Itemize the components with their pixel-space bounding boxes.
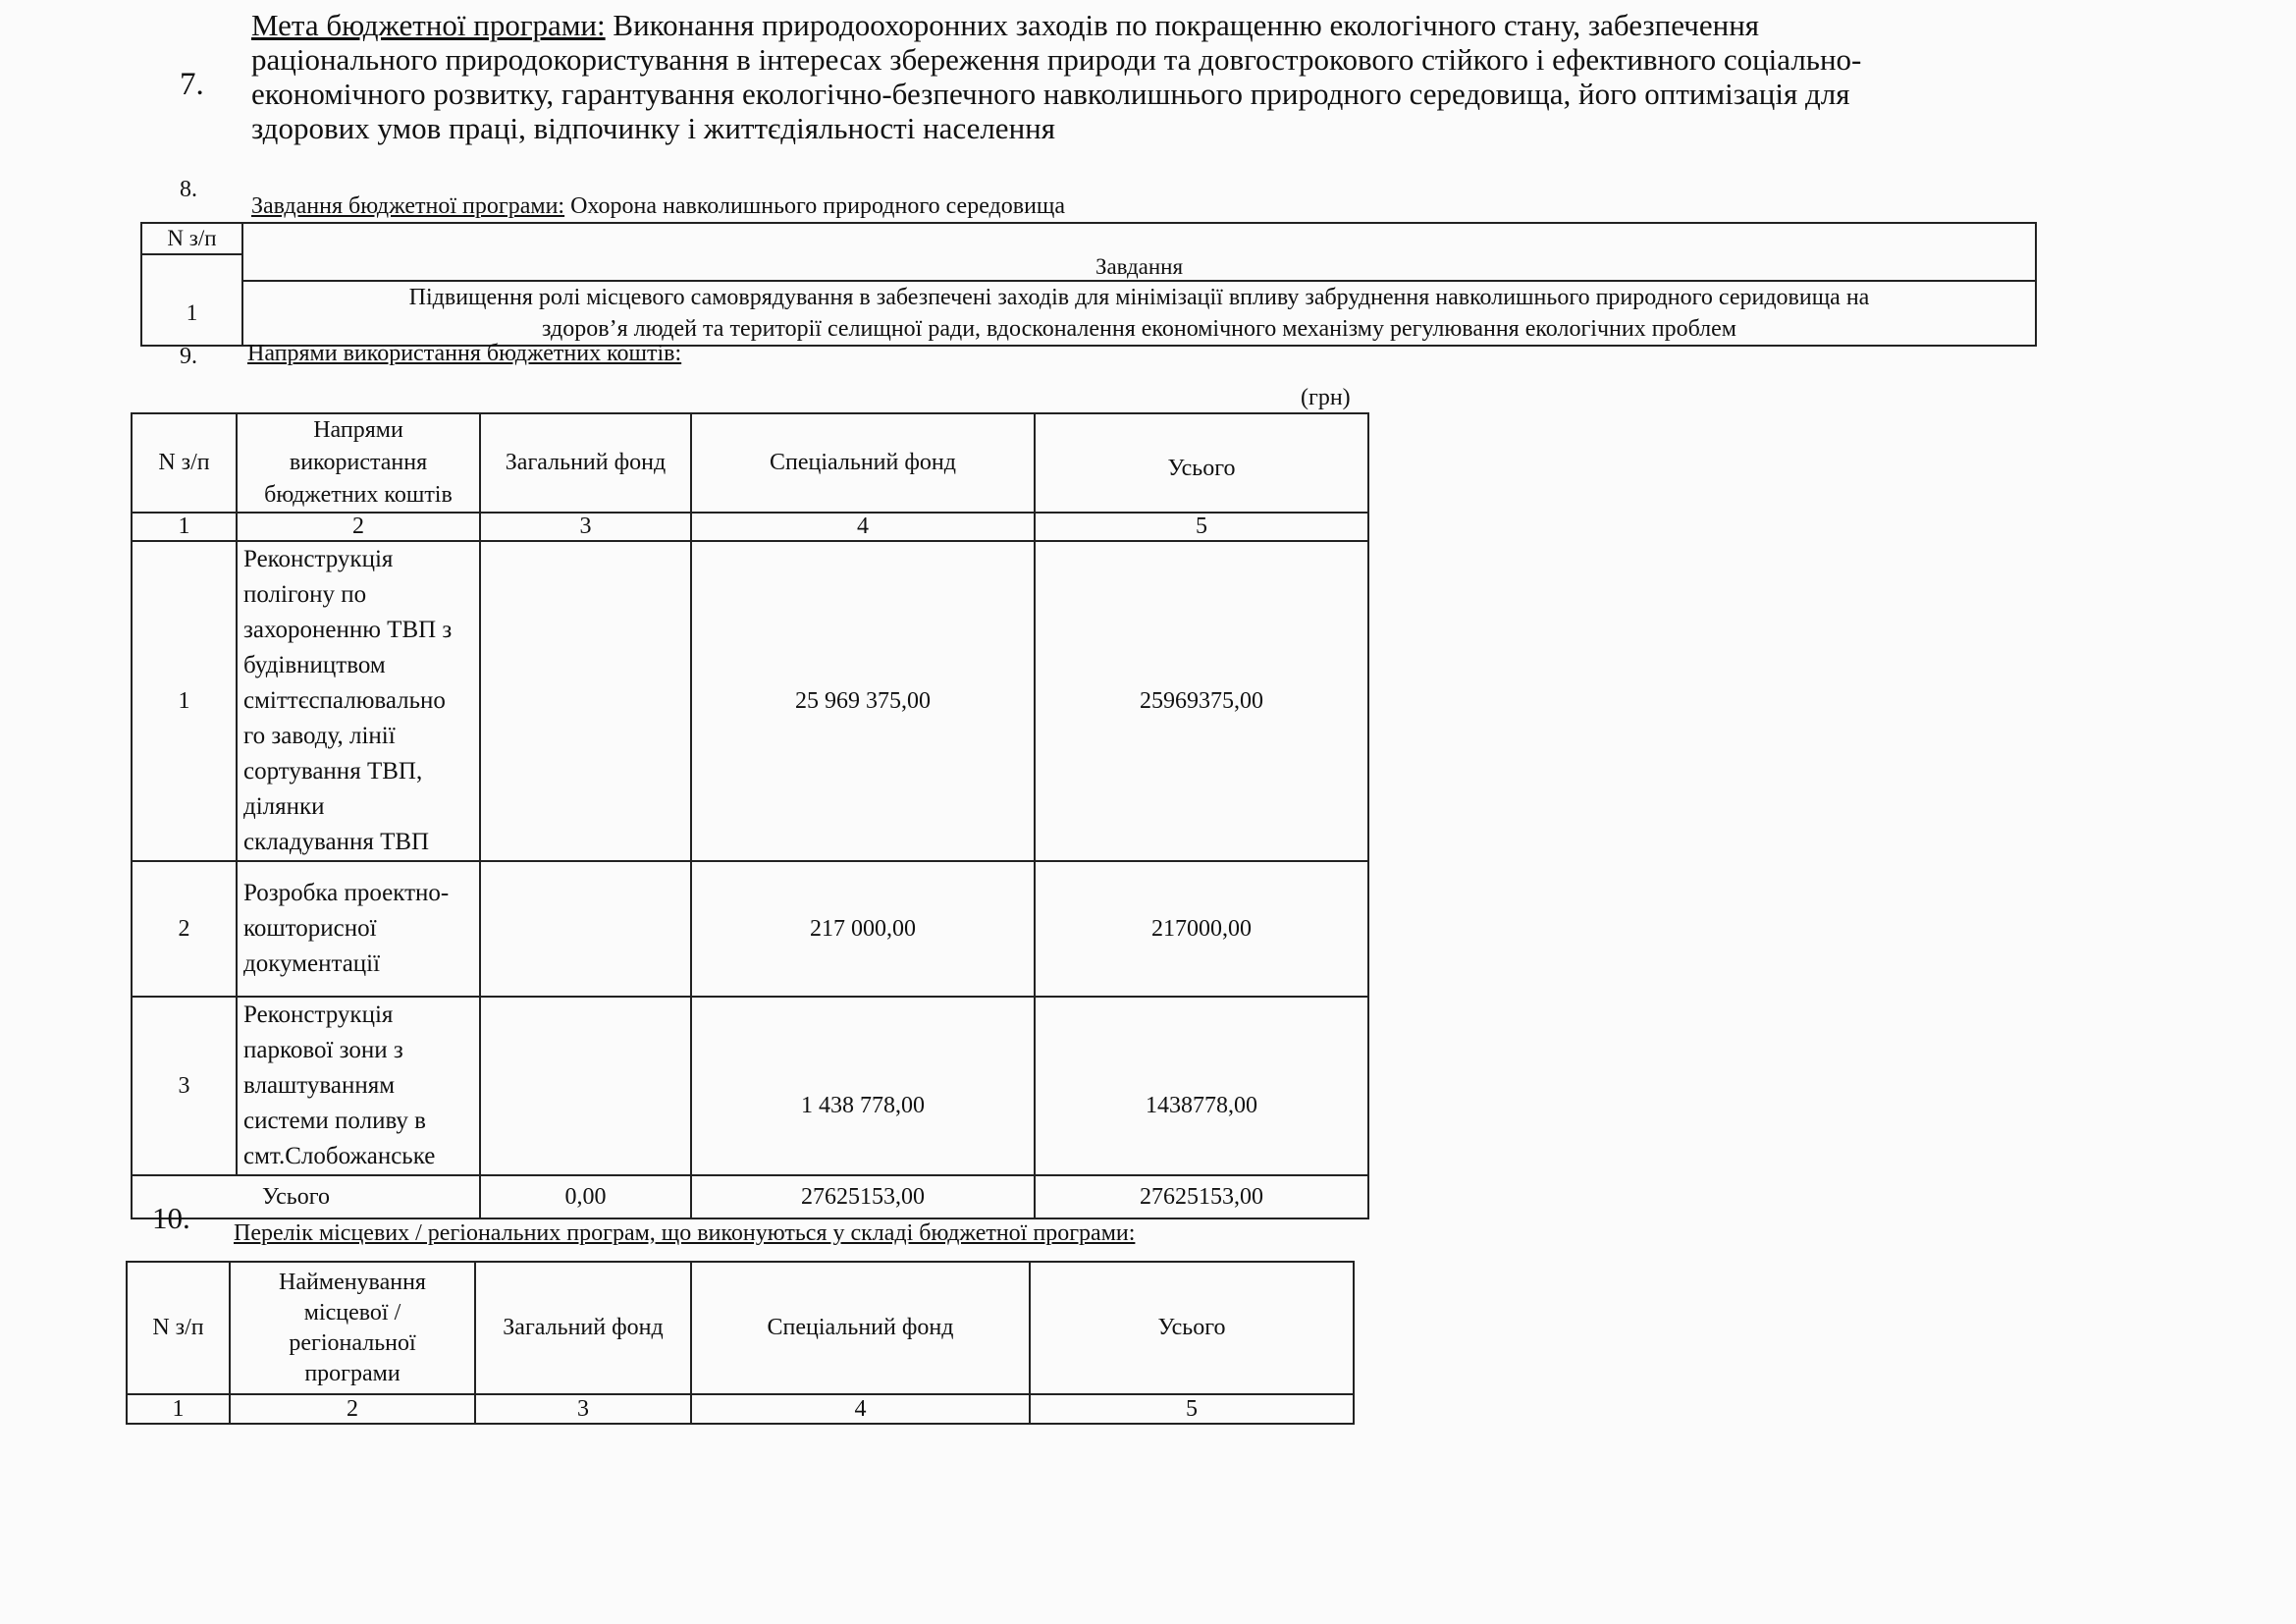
dir-row-num: 1	[132, 541, 237, 861]
dir-header-num: N з/п	[132, 413, 237, 513]
dir-totals-label: Усього	[132, 1175, 480, 1218]
prog-index-4: 4	[691, 1394, 1030, 1424]
dir-header-total: Усього	[1035, 413, 1368, 513]
dir-row-direction	[237, 541, 480, 861]
dir-row-2-line: кошторисної	[243, 915, 377, 942]
task-label: Завдання бюджетної програми:	[251, 193, 565, 219]
dir-index-1: 1	[132, 513, 237, 541]
dir-header-direction-l2: використання	[289, 450, 428, 475]
dir-row-total: 217000,00	[1035, 861, 1368, 997]
prog-header-name-l3: регіональної	[289, 1329, 416, 1356]
directions-label: Напрями використання бюджетних коштів:	[247, 341, 682, 366]
dir-totals-total: 27625153,00	[1035, 1175, 1368, 1218]
dir-row-1-line: сортування ТВП,	[243, 758, 423, 785]
task-row-num: 1	[141, 281, 242, 346]
dir-row-1-line: сміттєспалювально	[243, 687, 446, 714]
dir-row-num: 2	[132, 861, 237, 997]
dir-row-1-line: ділянки	[243, 793, 325, 820]
prog-index-1: 1	[127, 1394, 230, 1424]
dir-index-4: 4	[691, 513, 1035, 541]
dir-row-1-line: Реконструкція	[243, 546, 394, 572]
programs-table	[126, 1261, 1355, 1425]
dir-index-5: 5	[1035, 513, 1368, 541]
dir-header-special: Спеціальний фонд	[691, 413, 1035, 513]
table-row	[132, 861, 1368, 997]
dir-row-direction	[237, 861, 480, 997]
goal-line-2: раціонального природокористування в інтересах збереження природи та довгострокового стійкого і ефективного соціально-	[251, 42, 1862, 77]
dir-row-3-line: смт.Слобожанське	[243, 1143, 436, 1169]
dir-row-3-line: Реконструкція	[243, 1001, 394, 1028]
dir-row-num: 3	[132, 997, 237, 1175]
dir-row-direction	[237, 997, 480, 1175]
section-7-number: 7.	[180, 67, 204, 102]
dir-row-special: 25 969 375,00	[691, 541, 1035, 861]
dir-header-direction-l1: Напрями	[313, 417, 403, 443]
directions-table	[131, 412, 1369, 1219]
goal-line-4: здорових умов праці, відпочинку і життєдіяльності населення	[251, 111, 1056, 145]
programs-label: Перелік місцевих / регіональних програм, що виконуються у складі бюджетної програми:	[234, 1220, 1136, 1246]
table-totals-row	[132, 1175, 1368, 1218]
prog-header-special: Спеціальний фонд	[691, 1262, 1030, 1394]
task-col-task-header: Завдання	[242, 254, 2036, 281]
dir-row-1-line: захороненню ТВП з	[243, 617, 453, 643]
dir-row-general	[480, 997, 691, 1175]
dir-row-3-line: паркової зони з	[243, 1037, 403, 1063]
prog-header-name-l2: місцевої /	[303, 1299, 401, 1326]
table-index-row	[127, 1394, 1354, 1424]
budget-program-task	[251, 193, 1065, 220]
prog-header-name	[230, 1262, 475, 1394]
task-col-num-header: N з/п	[141, 223, 242, 254]
task-row-line-1: Підвищення ролі місцевого самоврядування в забезпечені заходів для мінімізації впливу забруднення навколишнього природного серидовища на	[408, 285, 1870, 310]
task-col-task-header-blank	[242, 223, 2036, 254]
dir-header-direction-l3: бюджетних коштів	[264, 482, 453, 508]
task-row-num-cell	[141, 254, 242, 281]
task-table	[140, 222, 2037, 347]
dir-row-3-line: влаштуванням	[243, 1072, 396, 1099]
section-8-number: 8.	[180, 177, 197, 202]
dir-index-3: 3	[480, 513, 691, 541]
task-row-text	[242, 281, 2036, 346]
dir-row-total: 1438778,00	[1035, 997, 1368, 1175]
dir-row-special: 1 438 778,00	[691, 997, 1035, 1175]
table-index-row	[132, 513, 1368, 541]
prog-header-total: Усього	[1030, 1262, 1354, 1394]
dir-row-general	[480, 541, 691, 861]
goal-line-3: економічного розвитку, гарантування екологічно-безпечного навколишнього природного середовища, його оптимізація для	[251, 77, 1850, 111]
section-9-number: 9.	[180, 344, 197, 369]
dir-row-special: 217 000,00	[691, 861, 1035, 997]
prog-header-num: N з/п	[127, 1262, 230, 1394]
table-header-row	[127, 1262, 1354, 1394]
prog-index-5: 5	[1030, 1394, 1354, 1424]
task-row-line-2: здоров’я людей та території селищної ради, вдосконалення економічного механізму регулювання екологічних проблем	[542, 316, 1736, 342]
dir-row-1-line: полігону по	[243, 581, 367, 608]
budget-program-goal	[251, 8, 2273, 145]
dir-totals-special: 27625153,00	[691, 1175, 1035, 1218]
dir-header-general: Загальний фонд	[480, 413, 691, 513]
table-row	[141, 281, 2036, 346]
dir-row-2-line: документації	[243, 950, 381, 977]
prog-header-general: Загальний фонд	[475, 1262, 691, 1394]
dir-index-2: 2	[237, 513, 480, 541]
table-row	[132, 541, 1368, 861]
unit-label: (грн)	[1301, 385, 1351, 410]
dir-row-1-line: го заводу, лінії	[243, 723, 396, 749]
task-value: Охорона навколишнього природного середовища	[564, 193, 1066, 219]
table-header-row	[132, 413, 1368, 513]
dir-row-2-line: Розробка проектно-	[243, 880, 450, 906]
goal-line-1: Виконання природоохоронних заходів по покращенню екологічного стану, забезпечення	[605, 8, 1760, 42]
goal-label: Мета бюджетної програми:	[251, 8, 606, 42]
prog-header-name-l4: програми	[304, 1360, 400, 1386]
prog-index-3: 3	[475, 1394, 691, 1424]
dir-totals-general: 0,00	[480, 1175, 691, 1218]
dir-row-1-line: складування ТВП	[243, 829, 430, 855]
prog-header-name-l1: Найменування	[279, 1269, 426, 1295]
dir-header-direction	[237, 413, 480, 513]
section-10-number: 10.	[152, 1201, 190, 1235]
dir-row-total: 25969375,00	[1035, 541, 1368, 861]
dir-row-3-line: системи поливу в	[243, 1108, 426, 1134]
dir-row-general	[480, 861, 691, 997]
dir-row-1-line: будівництвом	[243, 652, 386, 678]
prog-index-2: 2	[230, 1394, 475, 1424]
table-row	[132, 997, 1368, 1175]
